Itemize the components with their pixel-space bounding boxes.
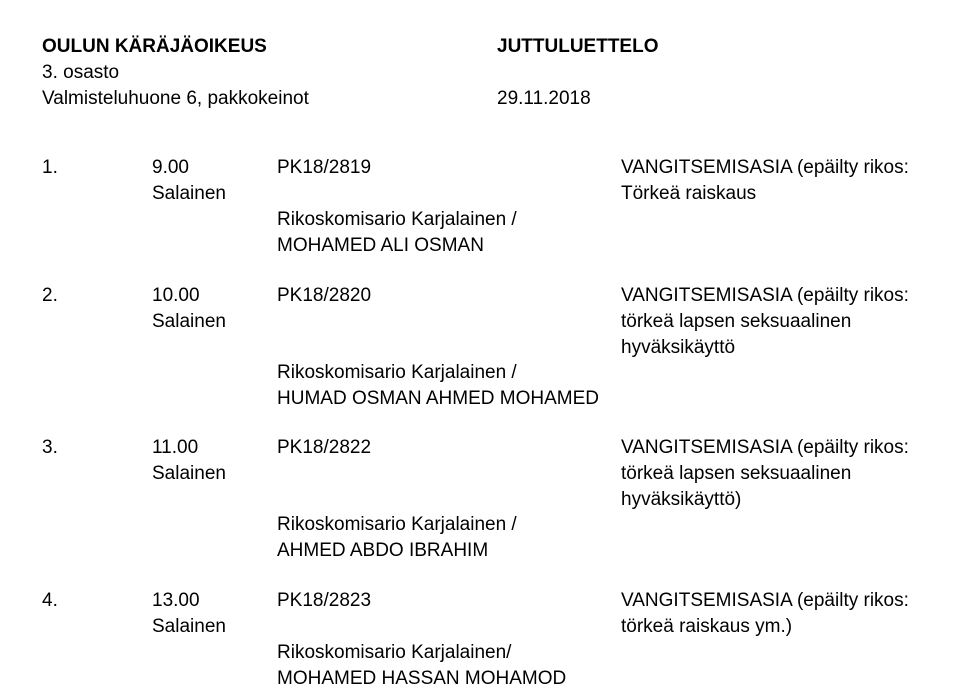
case-number: 1. bbox=[42, 157, 58, 178]
document-date: 29.11.2018 bbox=[497, 88, 591, 109]
court-name: OULUN KÄRÄJÄOIKEUS bbox=[42, 36, 267, 57]
case-time: 10.00 bbox=[152, 285, 200, 306]
case-id: PK18/2819 bbox=[277, 157, 372, 178]
case-type-line: VANGITSEMISASIA (epäilty rikos: bbox=[621, 157, 909, 178]
case-id: PK18/2820 bbox=[277, 285, 372, 306]
case-party-line: AHMED ABDO IBRAHIM bbox=[277, 540, 489, 561]
case-party-line: Rikoskomisario Karjalainen / bbox=[277, 514, 517, 535]
case-type-line: VANGITSEMISASIA (epäilty rikos: bbox=[621, 590, 909, 611]
case-type-line: hyväksikäyttö bbox=[621, 337, 736, 358]
case-id: PK18/2822 bbox=[277, 437, 372, 458]
case-party-line: MOHAMED HASSAN MOHAMOD bbox=[277, 668, 567, 689]
case-type-line: törkeä raiskaus ym.) bbox=[621, 616, 793, 637]
case-parties bbox=[277, 360, 599, 412]
case-parties bbox=[277, 207, 517, 259]
case-party-line: Rikoskomisario Karjalainen / bbox=[277, 362, 517, 383]
case-type-line: hyväksikäyttö) bbox=[621, 489, 742, 510]
case-secrecy: Salainen bbox=[152, 183, 226, 204]
case-party-line: Rikoskomisario Karjalainen / bbox=[277, 209, 517, 230]
case-type bbox=[621, 283, 909, 361]
case-parties bbox=[277, 640, 566, 692]
case-secrecy: Salainen bbox=[152, 311, 226, 332]
department: 3. osasto bbox=[42, 62, 120, 83]
room: Valmisteluhuone 6, pakkokeinot bbox=[42, 88, 309, 109]
case-party-line: Rikoskomisario Karjalainen/ bbox=[277, 642, 512, 663]
document-title: JUTTULUETTELO bbox=[497, 36, 659, 57]
case-type-line: VANGITSEMISASIA (epäilty rikos: bbox=[621, 437, 909, 458]
case-number: 3. bbox=[42, 437, 58, 458]
case-type-line: Törkeä raiskaus bbox=[621, 183, 757, 204]
case-number: 2. bbox=[42, 285, 58, 306]
case-time: 11.00 bbox=[152, 437, 199, 458]
case-type-line: VANGITSEMISASIA (epäilty rikos: bbox=[621, 285, 909, 306]
case-time: 13.00 bbox=[152, 590, 200, 611]
case-type bbox=[621, 155, 909, 207]
case-parties bbox=[277, 512, 517, 564]
case-party-line: MOHAMED ALI OSMAN bbox=[277, 235, 484, 256]
case-type-line: törkeä lapsen seksuaalinen bbox=[621, 311, 852, 332]
case-time: 9.00 bbox=[152, 157, 189, 178]
case-type-line: törkeä lapsen seksuaalinen bbox=[621, 463, 852, 484]
case-secrecy: Salainen bbox=[152, 463, 226, 484]
case-secrecy: Salainen bbox=[152, 616, 226, 637]
case-number: 4. bbox=[42, 590, 58, 611]
case-type bbox=[621, 435, 909, 513]
case-type bbox=[621, 588, 909, 640]
case-party-line: HUMAD OSMAN AHMED MOHAMED bbox=[277, 388, 599, 409]
case-id: PK18/2823 bbox=[277, 590, 372, 611]
